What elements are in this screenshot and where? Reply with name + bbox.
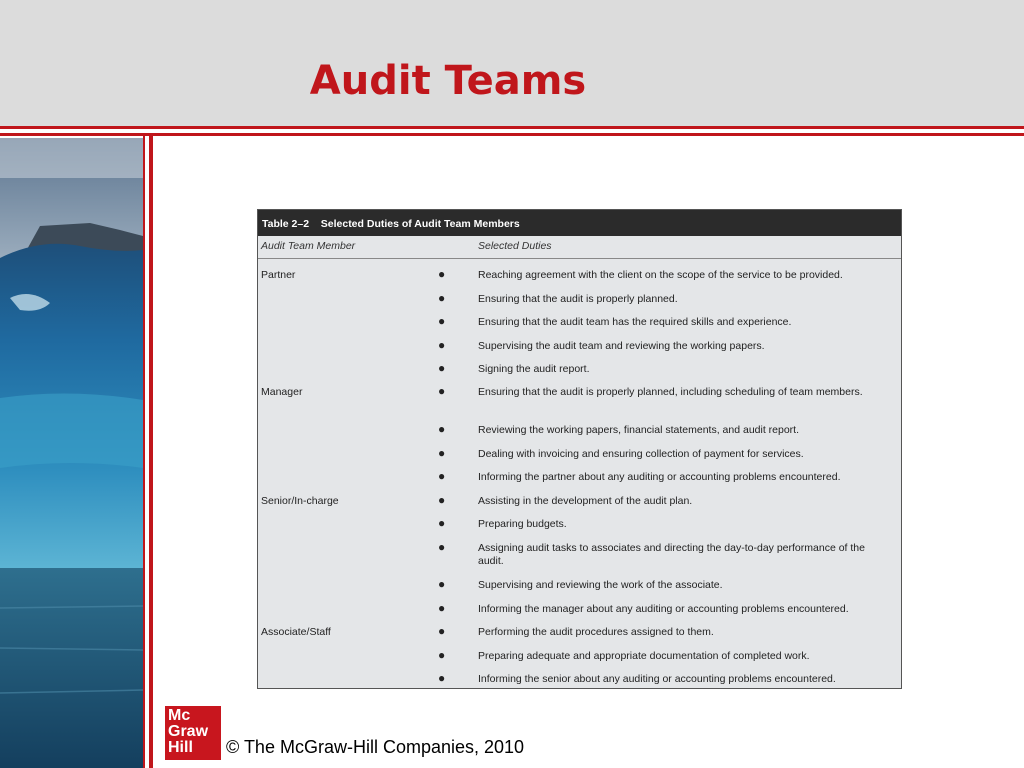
- row-duty: Ensuring that the audit team has the required skills and experience.: [478, 316, 792, 328]
- copyright-notice: © The McGraw-Hill Companies, 2010: [226, 737, 525, 757]
- row-duty: Assisting in the development of the audit plan.: [478, 495, 693, 507]
- bullet-icon: ●: [438, 577, 446, 591]
- logo-line: Mc: [168, 707, 191, 724]
- row-duty: Ensuring that the audit is properly planned, including scheduling of team members.: [478, 386, 863, 398]
- row-member: Senior/In-charge: [261, 495, 339, 507]
- bullet-icon: ●: [438, 516, 446, 530]
- bullet-icon: ●: [438, 671, 446, 685]
- row-duty: Preparing budgets.: [478, 518, 567, 530]
- bullet-icon: ●: [438, 493, 446, 507]
- red-rule-bottom: [0, 133, 1024, 136]
- logo-line: Hill: [168, 739, 193, 756]
- table-body: [258, 259, 901, 687]
- red-rule-top: [0, 126, 1024, 129]
- red-rule-vertical-1: [143, 133, 145, 768]
- bullet-icon: ●: [438, 648, 446, 662]
- red-rule-vertical-2: [149, 133, 153, 768]
- row-member: Manager: [261, 386, 303, 398]
- row-duty: Informing the manager about any auditing or accounting problems encountered.: [478, 603, 849, 615]
- bullet-icon: ●: [438, 338, 446, 352]
- bullet-icon: ●: [438, 446, 446, 460]
- logo-line: Graw: [168, 723, 209, 740]
- column-header-member: Audit Team Member: [261, 240, 356, 252]
- row-duty: Dealing with invoicing and ensuring collection of payment for services.: [478, 448, 804, 460]
- bullet-icon: ●: [438, 540, 446, 554]
- bullet-icon: ●: [438, 624, 446, 638]
- slide-title: Audit Teams: [309, 58, 587, 104]
- table-caption: Table 2–2 Selected Duties of Audit Team Members: [258, 210, 901, 236]
- row-duty: Supervising and reviewing the work of the associate.: [478, 579, 723, 591]
- bullet-icon: ●: [438, 422, 446, 436]
- column-header-duties: Selected Duties: [478, 240, 552, 252]
- bullet-icon: ●: [438, 291, 446, 305]
- row-member: Associate/Staff: [261, 626, 331, 638]
- row-duty: Performing the audit procedures assigned to them.: [478, 626, 714, 638]
- table-column-headers: [258, 236, 901, 259]
- iceberg-photo-icon: [0, 138, 143, 768]
- row-duty: Informing the senior about any auditing or accounting problems encountered.: [478, 673, 836, 685]
- bullet-icon: ●: [438, 314, 446, 328]
- row-duty: Reviewing the working papers, financial statements, and audit report.: [478, 424, 800, 436]
- audit-duties-table: [257, 209, 902, 689]
- row-duty: Preparing adequate and appropriate documentation of completed work.: [478, 650, 810, 662]
- mcgraw-hill-logo-icon: [165, 706, 221, 760]
- row-duty: Supervising the audit team and reviewing the working papers.: [478, 340, 765, 352]
- row-duty: Informing the partner about any auditing or accounting problems encountered.: [478, 471, 841, 483]
- row-duty: Reaching agreement with the client on the scope of the service to be provided.: [478, 269, 843, 281]
- bullet-icon: ●: [438, 601, 446, 615]
- row-duty: Assigning audit tasks to associates and directing the day-to-day performance of the audit.: [478, 542, 865, 567]
- bullet-icon: ●: [438, 469, 446, 483]
- row-member: Partner: [261, 269, 296, 281]
- bullet-icon: ●: [438, 361, 446, 375]
- bullet-icon: ●: [438, 267, 446, 281]
- bullet-icon: ●: [438, 384, 446, 398]
- row-duty: Signing the audit report.: [478, 363, 590, 375]
- row-duty: Ensuring that the audit is properly planned.: [478, 293, 678, 305]
